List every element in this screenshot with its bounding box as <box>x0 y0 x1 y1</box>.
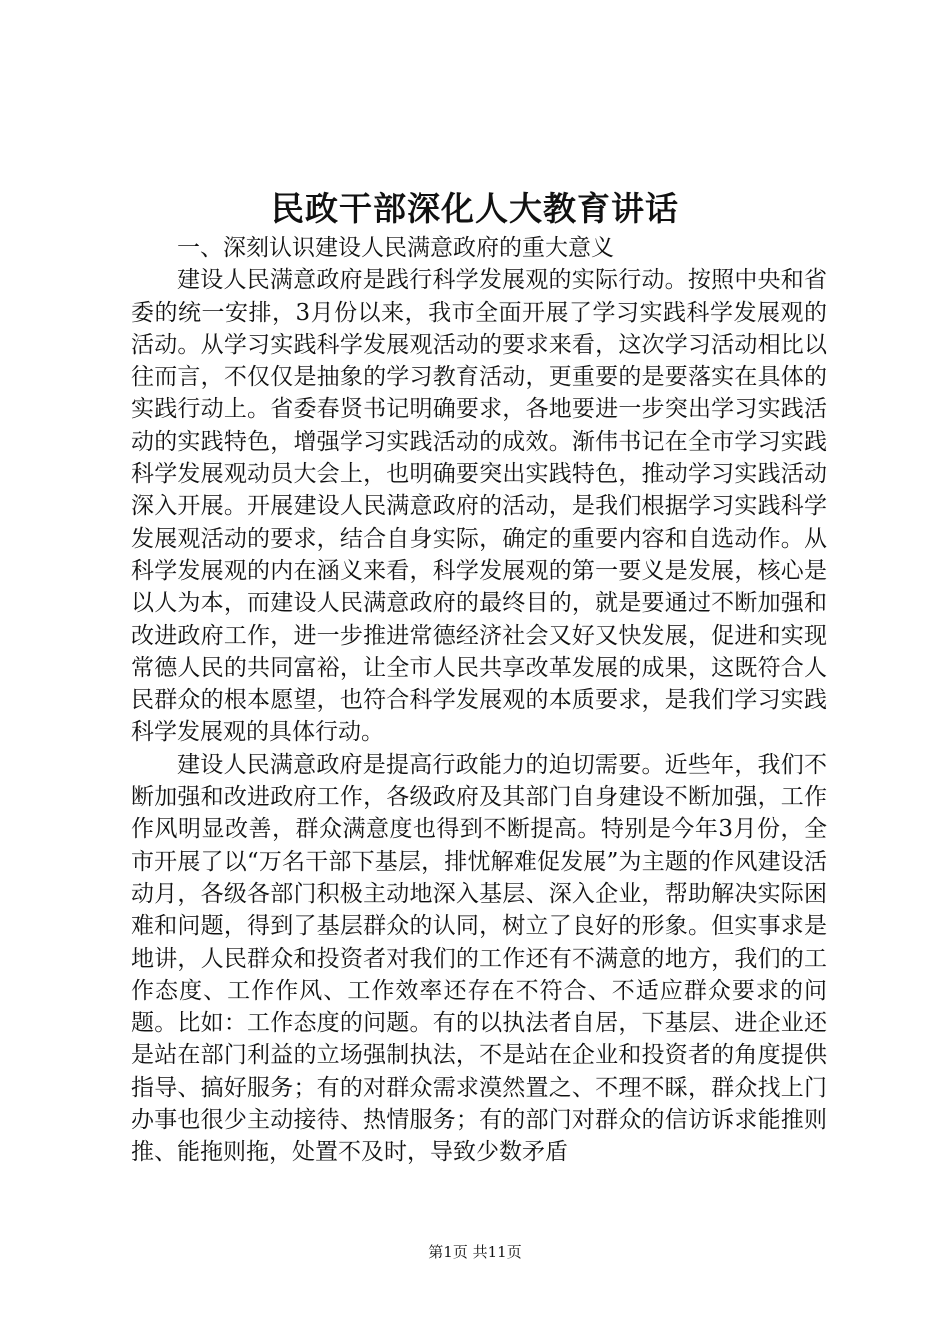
document-body <box>131 232 827 1169</box>
paragraph: 建设人民满意政府是践行科学发展观的实际行动。按照中央和省委的统一安排，3月份以来，我市全面开展了学习实践科学发展观的活动。从学习实践科学发展观活动的要求来看，这次学习活动相比以往而言，不仅仅是抽象的学习教育活动，更重要的是要落实在具体的实践行动上。省委春贤书记明确要求，各地要进一步突出学习实践活动的实践特色，增强学习实践活动的成效。渐伟书记在全市学习实践科学发展观动员大会上，也明确要突出实践特色，推动学习实践活动深入开展。开展建设人民满意政府的活动，是我们根据学习实践科学发展观活动的要求，结合自身实际，确定的重要内容和自选动作。从科学发展观的内在涵义来看，科学发展观的第一要义是发展，核心是以人为本，而建设人民满意政府的最终目的，就是要通过不断加强和改进政府工作，进一步推进常德经济社会又好又快发展，促进和实现常德人民的共同富裕，让全市人民共享改革发展的成果，这既符合人民群众的根本愿望，也符合科学发展观的本质要求，是我们学习实践科学发展观的具体行动。 <box>131 267 827 746</box>
paragraph: 建设人民满意政府是提高行政能力的迫切需要。近些年，我们不断加强和改进政府工作，各级政府及其部门自身建设不断加强，工作作风明显改善，群众满意度也得到不断提高。特别是今年3月份，全市开展了以“万名干部下基层，排忧解难促发展”为主题的作风建设活动月，各级各部门积极主动地深入基层、深入企业，帮助解决实际困难和问题，得到了基层群众的认同，树立了良好的形象。但实事求是地讲，人民群众和投资者对我们的工作还有不满意的地方，我们的工作态度、工作作风、工作效率还存在不符合、不适应群众要求的问题。比如：工作态度的问题。有的以执法者自居，下基层、进企业还是站在部门利益的立场强制执法，不是站在企业和投资者的角度提供指导、搞好服务；有的对群众需求漠然置之、不理不睬，群众找上门办事也很少主动接待、热情服务；有的部门对群众的信访诉求能推则推、能拖则拖，处置不及时，导致少数矛盾 <box>131 751 827 1166</box>
document-title: 民政干部深化人大教育讲话 <box>271 189 679 228</box>
page-number-footer: 第1页 共11页 <box>428 1243 522 1261</box>
section-heading: 一、深刻认识建设人民满意政府的重大意义 <box>177 235 614 261</box>
